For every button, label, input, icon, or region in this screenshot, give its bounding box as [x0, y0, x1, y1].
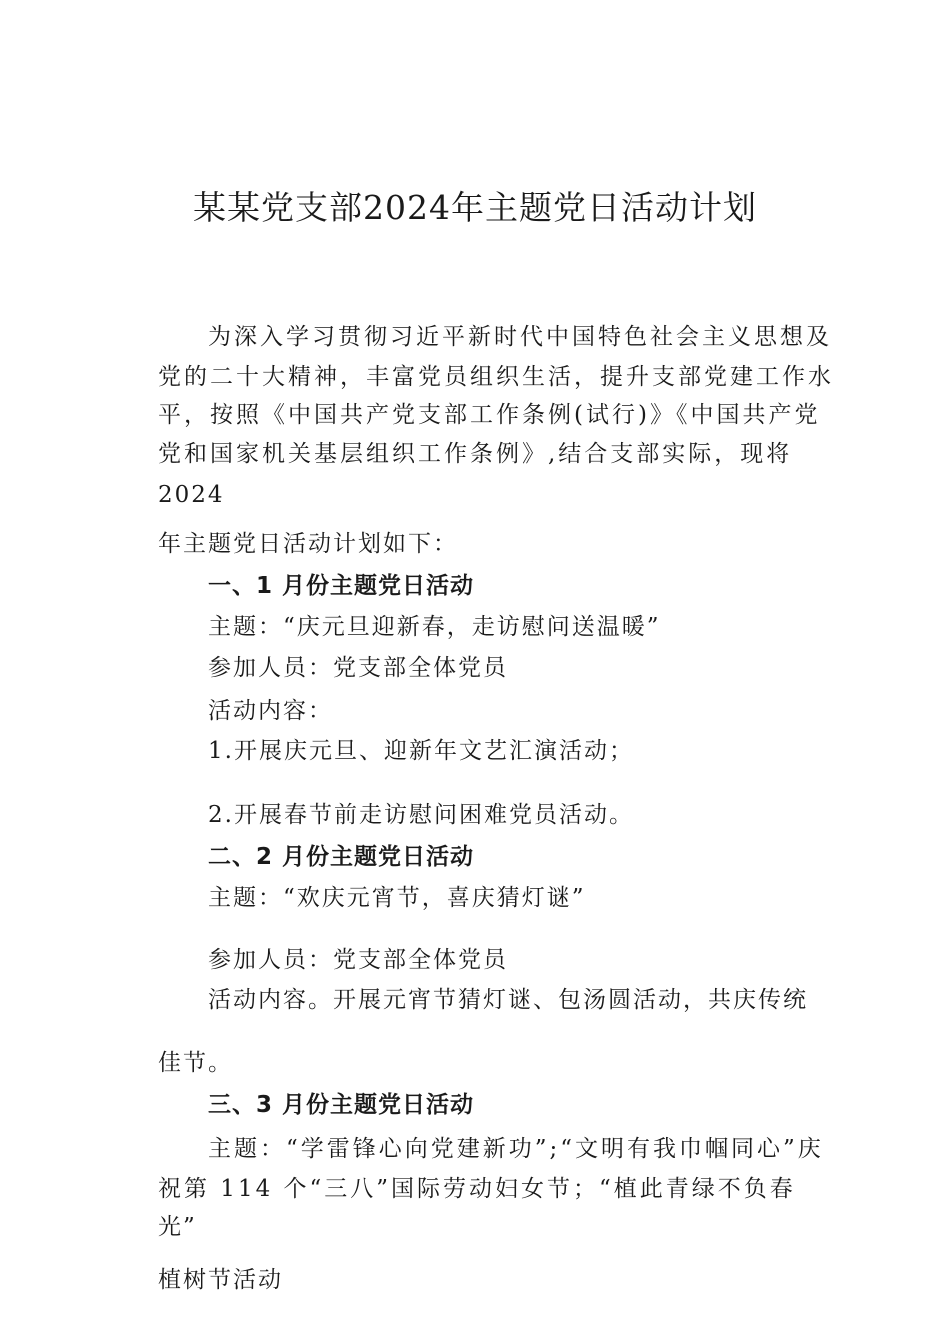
intro-line-5: 2024 [158, 482, 225, 508]
section-2-content-line-2: 佳节。 [158, 1050, 233, 1076]
section-2-content-line-1: 活动内容。开展元宵节猜灯谜、包汤圆活动，共庆传统 [208, 987, 808, 1013]
section-2-participants: 参加人员：党支部全体党员 [208, 947, 508, 973]
section-1-item-2: 2.开展春节前走访慰问困难党员活动。 [208, 802, 634, 828]
section-3-theme-line-4: 植树节活动 [158, 1267, 283, 1293]
intro-line-2: 党的二十大精神，丰富党员组织生活，提升支部党建工作水 [158, 364, 834, 390]
section-1-heading: 一、1 月份主题党日活动 [208, 573, 475, 599]
section-1-item-1: 1.开展庆元旦、迎新年文艺汇演活动； [208, 738, 634, 764]
section-3-heading: 三、3 月份主题党日活动 [208, 1092, 475, 1118]
section-2-theme: 主题：“欢庆元宵节，喜庆猜灯谜” [208, 885, 586, 911]
section-3-theme-line-1: 主题：“学雷锋心向党建新功”;“文明有我巾帼同心”庆 [208, 1136, 824, 1162]
section-1-participants: 参加人员：党支部全体党员 [208, 655, 508, 681]
section-2-heading: 二、2 月份主题党日活动 [208, 844, 475, 870]
intro-line-3: 平，按照《中国共产党支部工作条例(试行)》《中国共产党 [158, 402, 821, 428]
section-3-theme-line-3: 光” [158, 1214, 197, 1240]
section-3-theme-line-2: 祝第 114 个“三八”国际劳动妇女节；“植此青绿不负春 [158, 1176, 796, 1202]
intro-line-6: 年主题党日活动计划如下： [158, 531, 458, 557]
intro-line-4: 党和国家机关基层组织工作条例》,结合支部实际，现将 [158, 441, 793, 467]
section-1-theme: 主题：“庆元旦迎新春，走访慰问送温暖” [208, 614, 661, 640]
intro-line-1: 为深入学习贯彻习近平新时代中国特色社会主义思想及 [208, 324, 832, 350]
section-1-content-label: 活动内容： [208, 698, 333, 724]
document-title: 某某党支部2024年主题党日活动计划 [193, 188, 757, 227]
